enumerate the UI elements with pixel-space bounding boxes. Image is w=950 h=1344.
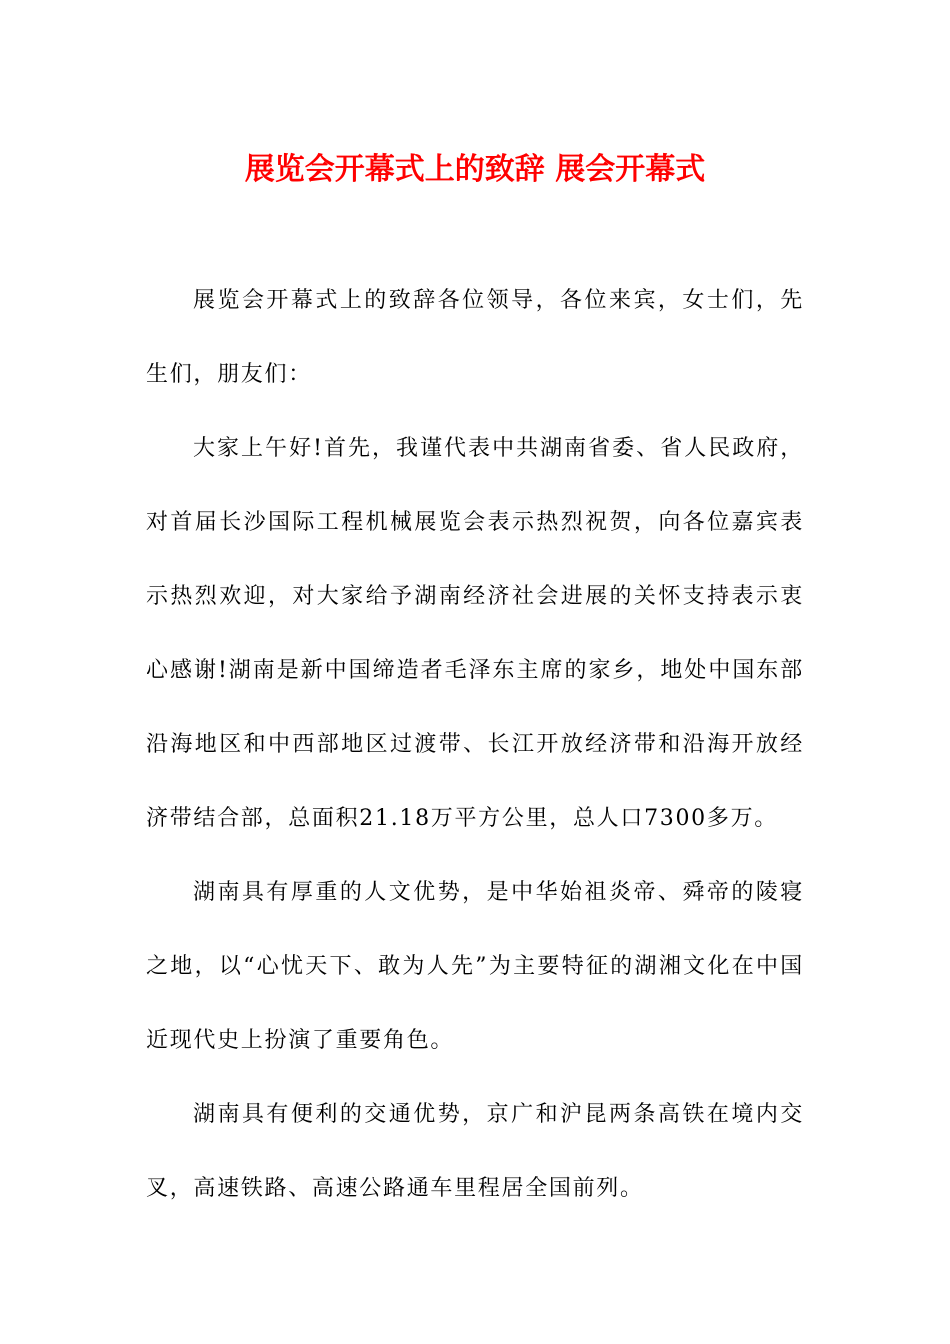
paragraph-transport: 湖南具有便利的交通优势，京广和沪昆两条高铁在境内交叉，高速铁路、高速公路通车里程居全国前列。 xyxy=(146,1102,804,1201)
paragraph-salutation: 展览会开幕式上的致辞各位领导，各位来宾，女士们，先生们，朋友们： xyxy=(146,288,804,387)
paragraph-culture: 湖南具有厚重的人文优势，是中华始祖炎帝、舜帝的陵寝之地，以“心忧天下、敢为人先”为主要特征的湖湘文化在中国近现代史上扮演了重要角色。 xyxy=(146,880,804,1053)
document-body xyxy=(146,264,804,1226)
document-title: 展览会开幕式上的致辞 展会开幕式 xyxy=(244,152,706,187)
paragraph-greeting: 大家上午好!首先，我谨代表中共湖南省委、省人民政府，对首届长沙国际工程机械展览会表示热烈祝贺，向各位嘉宾表示热烈欢迎，对大家给予湖南经济社会进展的关怀支持表示衷心感谢!湖南是新中国缔造者毛泽东主席的家乡，地处中国东部沿海地区和中西部地区过渡带、长江开放经济带和沿海开放经济带结合部，总面积21.18万平方公里，总人口7300多万。 xyxy=(146,436,804,831)
